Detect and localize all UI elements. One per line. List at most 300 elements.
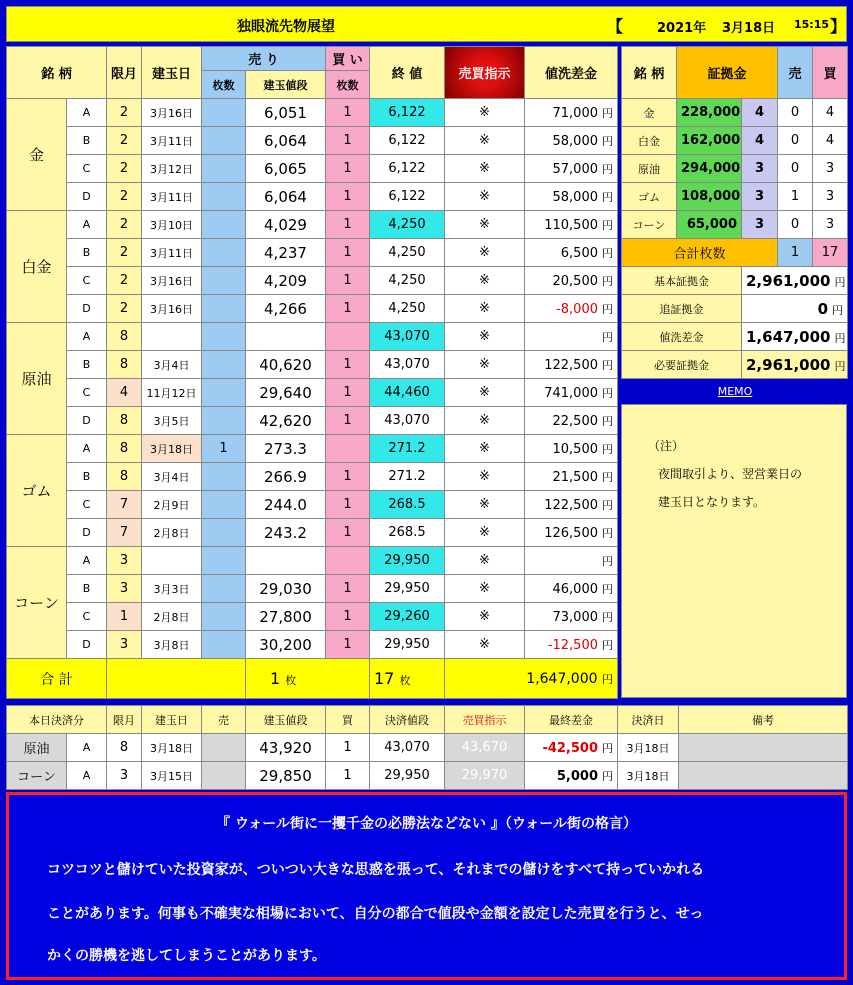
position-price: 42,620	[246, 407, 326, 435]
yen-unit: 円	[602, 610, 613, 624]
position-row	[7, 211, 618, 239]
settle-note	[679, 734, 848, 762]
diff-cell	[525, 295, 618, 323]
settle-sell	[202, 734, 246, 762]
yen-unit: 円	[602, 414, 613, 428]
total-buy-value: 17	[374, 669, 395, 688]
buy-count: 1	[326, 491, 370, 519]
diff-value: 110,500	[544, 217, 598, 233]
margin-buy: 3	[813, 183, 848, 211]
date-year: 2021年	[657, 21, 707, 36]
position-date: 11月12日	[142, 379, 202, 407]
buy-count: 1	[326, 631, 370, 659]
settle-instruction: 29,970	[445, 762, 525, 790]
trade-instruction: ※	[445, 155, 525, 183]
yen-unit: 円	[602, 162, 613, 176]
yen-unit: 円	[602, 134, 613, 148]
sell-count	[202, 631, 246, 659]
close-price: 271.2	[370, 435, 445, 463]
total-sell-unit: 枚	[285, 674, 297, 687]
header-diff: 値洗差金	[525, 47, 618, 99]
settle-row	[7, 762, 848, 790]
diff-value: 58,000	[552, 189, 598, 205]
margin-buy: 4	[813, 127, 848, 155]
contract-month: 3	[107, 631, 142, 659]
position-row	[7, 155, 618, 183]
contract-month: 7	[107, 519, 142, 547]
header-price: 建玉値段	[246, 71, 326, 99]
position-price: 244.0	[246, 491, 326, 519]
diff-cell	[525, 463, 618, 491]
yen-unit: 円	[834, 275, 846, 289]
position-price: 4,209	[246, 267, 326, 295]
position-price: 40,620	[246, 351, 326, 379]
trade-instruction: ※	[445, 323, 525, 351]
position-row	[7, 631, 618, 659]
position-price: 266.9	[246, 463, 326, 491]
diff-value: 122,500	[544, 497, 598, 513]
diff-cell	[525, 183, 618, 211]
margin-buy: 3	[813, 155, 848, 183]
close-price: 4,250	[370, 239, 445, 267]
position-date: 3月3日	[142, 575, 202, 603]
contract-code: D	[67, 519, 107, 547]
yen-unit: 円	[832, 303, 844, 317]
position-date: 3月16日	[142, 267, 202, 295]
buy-count: 1	[326, 603, 370, 631]
margin-issue: 原油	[622, 155, 677, 183]
position-price: 4,237	[246, 239, 326, 267]
settle-final-cell	[525, 734, 618, 762]
diff-cell	[525, 519, 618, 547]
trade-instruction: ※	[445, 575, 525, 603]
sell-count	[202, 267, 246, 295]
margin-issue: ゴム	[622, 183, 677, 211]
summary-value: 2,961,000	[746, 355, 831, 374]
contract-month: 1	[107, 603, 142, 631]
margin-amount: 65,000	[677, 211, 742, 239]
yen-unit: 円	[602, 274, 613, 288]
buy-count: 1	[326, 155, 370, 183]
yen-unit: 円	[834, 359, 846, 373]
contract-code: C	[67, 379, 107, 407]
position-date: 3月5日	[142, 407, 202, 435]
trade-instruction: ※	[445, 603, 525, 631]
position-price	[246, 323, 326, 351]
position-price: 30,200	[246, 631, 326, 659]
sell-count	[202, 407, 246, 435]
position-row	[7, 99, 618, 127]
contract-month: 2	[107, 267, 142, 295]
contract-code: A	[67, 323, 107, 351]
summary-value: 1,647,000	[746, 327, 831, 346]
contract-month: 2	[107, 295, 142, 323]
position-row	[7, 379, 618, 407]
close-price: 6,122	[370, 99, 445, 127]
diff-cell	[525, 491, 618, 519]
diff-value: -8,000	[556, 301, 598, 317]
settle-settle-date: 3月18日	[618, 734, 679, 762]
diff-value: 46,000	[552, 581, 598, 597]
position-date: 2月8日	[142, 519, 202, 547]
position-row	[7, 127, 618, 155]
diff-cell	[525, 435, 618, 463]
memo-line-3: 建玉日となります。	[658, 495, 766, 509]
buy-count	[326, 547, 370, 575]
contract-code: A	[67, 211, 107, 239]
margin-total-label: 合計枚数	[622, 239, 778, 267]
position-date: 3月8日	[142, 631, 202, 659]
position-price: 6,065	[246, 155, 326, 183]
trade-instruction: ※	[445, 631, 525, 659]
position-row	[7, 351, 618, 379]
position-row	[7, 603, 618, 631]
margin-amount: 108,000	[677, 183, 742, 211]
summary-value: 2,961,000	[746, 271, 831, 290]
header-instruction: 売買指示	[445, 47, 525, 99]
quote-panel	[6, 792, 847, 980]
settle-month: 8	[107, 734, 142, 762]
close-price: 43,070	[370, 351, 445, 379]
contract-code: A	[67, 99, 107, 127]
settle-header-date: 建玉日	[142, 706, 202, 734]
yen-unit: 円	[602, 582, 613, 596]
quote-line-2: ことがあります。何事も不確実な相場において、自分の都合で値段や金額を設定した売買を行うと、せっ	[47, 906, 704, 922]
settle-header-instruction: 売買指示	[445, 706, 525, 734]
diff-cell	[525, 631, 618, 659]
contract-code: B	[67, 463, 107, 491]
sell-count	[202, 463, 246, 491]
diff-value: 21,500	[552, 469, 598, 485]
buy-count: 1	[326, 183, 370, 211]
header-close: 終 値	[370, 47, 445, 99]
margin-total-sell: 1	[778, 239, 813, 267]
contract-code: C	[67, 491, 107, 519]
position-price: 4,266	[246, 295, 326, 323]
contract-month: 4	[107, 379, 142, 407]
settle-header-price: 建玉値段	[246, 706, 326, 734]
position-price: 27,800	[246, 603, 326, 631]
margin-total-buy: 17	[813, 239, 848, 267]
position-row	[7, 267, 618, 295]
settle-date: 3月15日	[142, 762, 202, 790]
position-price: 6,064	[246, 127, 326, 155]
diff-cell	[525, 323, 618, 351]
diff-cell	[525, 547, 618, 575]
close-price: 4,250	[370, 211, 445, 239]
settle-settle-date: 3月18日	[618, 762, 679, 790]
sell-count	[202, 519, 246, 547]
position-date	[142, 323, 202, 351]
diff-cell	[525, 407, 618, 435]
contract-month: 8	[107, 463, 142, 491]
margin-sell: 0	[778, 99, 813, 127]
buy-count: 1	[326, 211, 370, 239]
sell-count	[202, 239, 246, 267]
buy-count: 1	[326, 127, 370, 155]
bracket-close: 】	[830, 17, 847, 36]
position-date: 3月11日	[142, 127, 202, 155]
sell-count	[202, 99, 246, 127]
settle-final-value: -42,500	[542, 740, 598, 756]
diff-value: 126,500	[544, 525, 598, 541]
summary-value: 0	[817, 299, 829, 318]
diff-value: 122,500	[544, 357, 598, 373]
contract-month: 2	[107, 183, 142, 211]
margin-header-sell: 売	[778, 47, 813, 99]
summary-label: 値洗差金	[622, 323, 742, 351]
diff-cell	[525, 351, 618, 379]
contract-code: B	[67, 351, 107, 379]
position-row	[7, 491, 618, 519]
close-price: 268.5	[370, 491, 445, 519]
summary-row	[622, 295, 848, 323]
contract-month: 2	[107, 127, 142, 155]
buy-count: 1	[326, 463, 370, 491]
total-sell-value: 1	[270, 669, 281, 688]
trade-instruction: ※	[445, 211, 525, 239]
sell-count	[202, 547, 246, 575]
title-bar	[6, 6, 847, 42]
position-row	[7, 575, 618, 603]
summary-row	[622, 267, 848, 295]
close-price: 271.2	[370, 463, 445, 491]
settle-price: 43,920	[246, 734, 326, 762]
position-date: 3月4日	[142, 463, 202, 491]
margin-issue: 白金	[622, 127, 677, 155]
sell-count	[202, 491, 246, 519]
issue-name: 金	[7, 99, 67, 211]
trade-instruction: ※	[445, 127, 525, 155]
close-price: 29,260	[370, 603, 445, 631]
trade-instruction: ※	[445, 239, 525, 267]
yen-unit: 円	[602, 218, 613, 232]
trade-instruction: ※	[445, 295, 525, 323]
margin-header-margin: 証拠金	[677, 47, 778, 99]
position-date: 3月12日	[142, 155, 202, 183]
diff-value: 10,500	[552, 441, 598, 457]
position-row	[7, 407, 618, 435]
contract-code: D	[67, 407, 107, 435]
yen-unit: 円	[602, 526, 613, 540]
position-row	[7, 183, 618, 211]
buy-count: 1	[326, 239, 370, 267]
settle-final-cell	[525, 762, 618, 790]
trade-instruction: ※	[445, 491, 525, 519]
close-price: 268.5	[370, 519, 445, 547]
position-row	[7, 519, 618, 547]
yen-unit: 円	[602, 638, 613, 652]
position-date: 3月16日	[142, 99, 202, 127]
settle-settle-price: 43,070	[370, 734, 445, 762]
settle-code: A	[67, 734, 107, 762]
settle-header-buy: 買	[326, 706, 370, 734]
position-price: 273.3	[246, 435, 326, 463]
settle-issue: 原油	[7, 734, 67, 762]
diff-cell	[525, 575, 618, 603]
settle-sell	[202, 762, 246, 790]
diff-value: 58,000	[552, 133, 598, 149]
margin-sell: 0	[778, 127, 813, 155]
trade-instruction: ※	[445, 435, 525, 463]
sell-count	[202, 295, 246, 323]
sell-count	[202, 379, 246, 407]
contract-code: B	[67, 239, 107, 267]
margin-table	[621, 46, 848, 379]
contract-code: D	[67, 295, 107, 323]
trade-instruction: ※	[445, 351, 525, 379]
memo-panel	[621, 385, 847, 698]
settle-header-title: 本日決済分	[7, 706, 107, 734]
margin-amount: 228,000	[677, 99, 742, 127]
summary-value-cell	[742, 351, 848, 379]
margin-row	[622, 211, 848, 239]
buy-count: 1	[326, 379, 370, 407]
settle-date: 3月18日	[142, 734, 202, 762]
yen-unit: 円	[602, 330, 613, 344]
settle-issue: コーン	[7, 762, 67, 790]
header-buy-count: 枚数	[326, 71, 370, 99]
contract-month: 3	[107, 575, 142, 603]
trade-instruction: ※	[445, 547, 525, 575]
header-buy: 買 い	[326, 47, 370, 71]
settle-settle-price: 29,950	[370, 762, 445, 790]
issue-name: コーン	[7, 547, 67, 659]
position-row	[7, 323, 618, 351]
close-price: 29,950	[370, 547, 445, 575]
margin-sell: 1	[778, 183, 813, 211]
position-row	[7, 239, 618, 267]
settle-header-settle-date: 決済日	[618, 706, 679, 734]
summary-label: 基本証拠金	[622, 267, 742, 295]
header-issue: 銘 柄	[7, 47, 107, 99]
margin-multiplier: 4	[742, 127, 778, 155]
margin-row	[622, 127, 848, 155]
position-price: 29,640	[246, 379, 326, 407]
yen-unit: 円	[602, 769, 613, 783]
margin-multiplier: 4	[742, 99, 778, 127]
header-sell-count: 枚数	[202, 71, 246, 99]
header-month: 限月	[107, 47, 142, 99]
contract-month: 2	[107, 155, 142, 183]
margin-issue: コーン	[622, 211, 677, 239]
settle-header-final: 最終差金	[525, 706, 618, 734]
yen-unit: 円	[602, 498, 613, 512]
total-buy	[370, 659, 445, 699]
sell-count	[202, 183, 246, 211]
header-date: 建玉日	[142, 47, 202, 99]
position-date: 3月11日	[142, 239, 202, 267]
position-date: 2月8日	[142, 603, 202, 631]
contract-month: 2	[107, 211, 142, 239]
yen-unit: 円	[602, 470, 613, 484]
position-date: 3月10日	[142, 211, 202, 239]
sell-count: 1	[202, 435, 246, 463]
close-price: 44,460	[370, 379, 445, 407]
margin-row	[622, 183, 848, 211]
time: 15:15	[794, 18, 830, 31]
trade-instruction: ※	[445, 407, 525, 435]
trade-instruction: ※	[445, 183, 525, 211]
margin-sell: 0	[778, 155, 813, 183]
margin-amount: 162,000	[677, 127, 742, 155]
position-date	[142, 547, 202, 575]
contract-month: 8	[107, 323, 142, 351]
bracket-open: 【	[607, 17, 624, 36]
diff-value: 22,500	[552, 413, 598, 429]
settle-row	[7, 734, 848, 762]
settle-header-settle-price: 決済値段	[370, 706, 445, 734]
yen-unit: 円	[602, 246, 613, 260]
margin-amount: 294,000	[677, 155, 742, 183]
total-diff	[445, 659, 618, 699]
settle-header-month: 限月	[107, 706, 142, 734]
contract-code: C	[67, 155, 107, 183]
position-price: 6,051	[246, 99, 326, 127]
diff-cell	[525, 603, 618, 631]
diff-value: 73,000	[552, 609, 598, 625]
total-buy-unit: 枚	[399, 674, 411, 687]
margin-sell: 0	[778, 211, 813, 239]
sell-count	[202, 603, 246, 631]
buy-count: 1	[326, 351, 370, 379]
contract-month: 2	[107, 99, 142, 127]
close-price: 43,070	[370, 323, 445, 351]
memo-title[interactable]: MEMO	[717, 385, 753, 398]
quote-line-3: かくの勝機を逃してしまうことがあります。	[47, 948, 326, 964]
contract-code: C	[67, 267, 107, 295]
position-row	[7, 295, 618, 323]
sell-count	[202, 575, 246, 603]
buy-count: 1	[326, 519, 370, 547]
memo-line-2: 夜間取引より、翌営業日の	[658, 467, 803, 481]
summary-value-cell	[742, 295, 848, 323]
position-price: 243.2	[246, 519, 326, 547]
date-day: 3月18日	[722, 21, 776, 36]
margin-buy: 3	[813, 211, 848, 239]
trade-instruction: ※	[445, 519, 525, 547]
settle-buy: 1	[326, 762, 370, 790]
summary-row	[622, 323, 848, 351]
contract-code: A	[67, 547, 107, 575]
buy-count	[326, 323, 370, 351]
close-price: 6,122	[370, 127, 445, 155]
position-row	[7, 463, 618, 491]
contract-code: D	[67, 631, 107, 659]
position-date: 2月9日	[142, 491, 202, 519]
margin-buy: 4	[813, 99, 848, 127]
yen-unit: 円	[602, 106, 613, 120]
settle-code: A	[67, 762, 107, 790]
contract-month: 8	[107, 351, 142, 379]
contract-month: 2	[107, 239, 142, 267]
yen-unit: 円	[602, 554, 613, 568]
settlement-table	[6, 705, 848, 790]
position-date: 3月18日	[142, 435, 202, 463]
close-price: 4,250	[370, 267, 445, 295]
buy-count: 1	[326, 295, 370, 323]
yen-unit: 円	[602, 672, 613, 686]
yen-unit: 円	[602, 741, 613, 755]
close-price: 6,122	[370, 155, 445, 183]
sell-count	[202, 211, 246, 239]
sell-count	[202, 127, 246, 155]
close-price: 29,950	[370, 631, 445, 659]
diff-value: 6,500	[560, 245, 598, 261]
position-date: 3月4日	[142, 351, 202, 379]
position-row	[7, 547, 618, 575]
diff-value: 57,000	[552, 161, 598, 177]
